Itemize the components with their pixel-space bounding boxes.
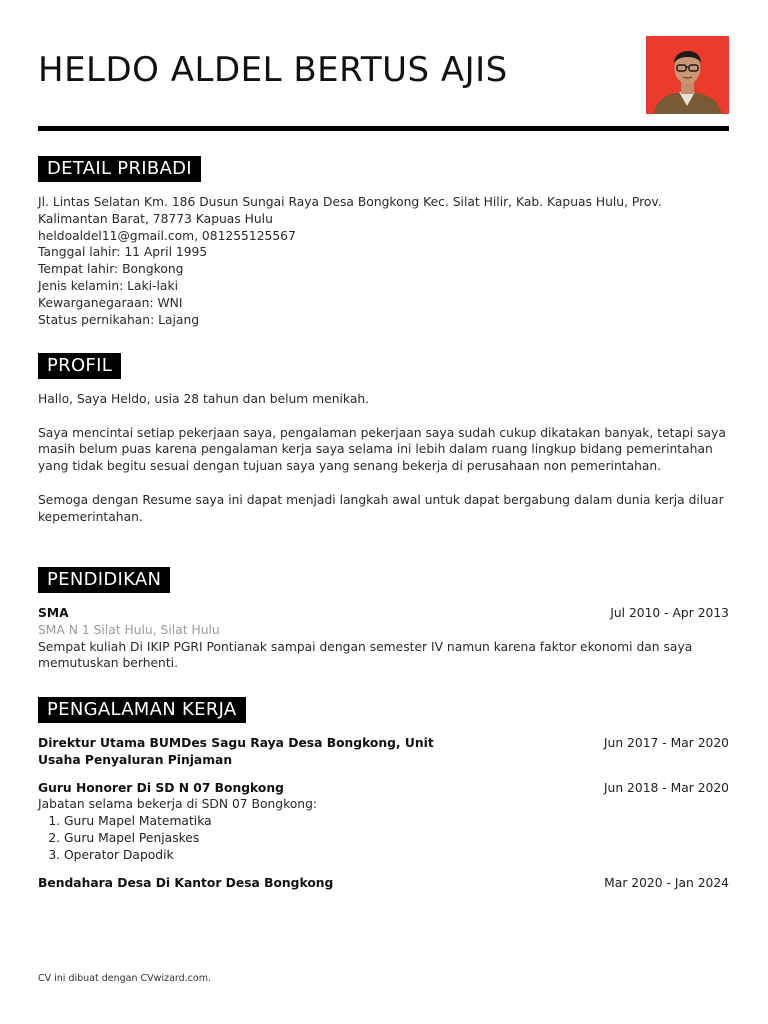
section-heading: PENDIDIKAN (38, 567, 170, 593)
job-entry (38, 735, 729, 769)
education-school: SMA N 1 Silat Hulu, Silat Hulu (38, 622, 220, 637)
job-description: Jabatan selama bekerja di SDN 07 Bongkong: (38, 797, 318, 812)
education-date: Jul 2010 - Apr 2013 (610, 606, 729, 620)
header-divider (38, 126, 729, 131)
list-item: 2. Guru Mapel Penjaskes (64, 830, 729, 847)
profile-paragraph: Semoga dengan Resume saya ini dapat menjadi langkah awal untuk dapat bergabung dalam dunia kerja diluar kepemerintahan. (38, 492, 724, 524)
birth-date: Tanggal lahir: 11 April 1995 (38, 245, 208, 260)
address-line-1: Jl. Lintas Selatan Km. 186 Dusun Sungai Raya Desa Bongkong Kec. Silat Hilir, Kab. Kapuas Hulu, Prov. (38, 195, 662, 209)
section-heading: PROFIL (38, 353, 121, 379)
job-title: Bendahara Desa Di Kantor Desa Bongkong (38, 875, 334, 890)
list-item: 3. Operator Dapodik (64, 847, 729, 864)
marital-status: Status pernikahan: Lajang (38, 312, 200, 327)
job-duties-list (38, 813, 729, 863)
profile-paragraph: Hallo, Saya Heldo, usia 28 tahun dan belum menikah. (38, 392, 370, 406)
job-date: Mar 2020 - Jan 2024 (604, 875, 729, 890)
nationality: Kewarganegaraan: WNI (38, 295, 183, 310)
section-detail-pribadi (38, 156, 729, 328)
personal-details (38, 194, 729, 328)
profile-text (38, 391, 729, 525)
job-entry (38, 875, 729, 892)
birth-place: Tempat lahir: Bongkong (38, 262, 184, 277)
address-line-2: Kalimantan Barat, 78773 Kapuas Hulu (38, 211, 273, 226)
job-date: Jun 2018 - Mar 2020 (603, 780, 729, 795)
job-date: Jun 2017 - Mar 2020 (603, 736, 729, 750)
section-profil (38, 353, 729, 542)
candidate-name: HELDO ALDEL BERTUS AJIS (38, 50, 508, 90)
section-pendidikan (38, 567, 729, 672)
list-item: 1. Guru Mapel Matematika (64, 813, 729, 830)
section-heading: PENGALAMAN KERJA (38, 697, 246, 723)
job-entry (38, 780, 729, 864)
job-title: Guru Honorer Di SD N 07 Bongkong (38, 780, 284, 795)
education-title: SMA (38, 606, 69, 620)
person-portrait-icon (646, 36, 729, 114)
footer-credit: CV ini dibuat dengan CVwizard.com. (38, 973, 211, 984)
contact-line: heldoaldel11@gmail.com, 081255125567 (38, 228, 296, 243)
education-entry (38, 605, 729, 672)
education-description: Sempat kuliah Di IKIP PGRI Pontianak sampai dengan semester IV namun karena faktor ekonomi dan saya memutuskan berhenti. (38, 639, 693, 671)
job-title: Direktur Utama BUMDes Sagu Raya Desa Bongkong, Unit Usaha Penyaluran Pinjaman (38, 736, 434, 767)
profile-photo (646, 36, 729, 114)
section-pengalaman-kerja (38, 697, 729, 902)
profile-paragraph: Saya mencintai setiap pekerjaan saya, pengalaman pekerjaan saya sudah cukup dikatakan banyak, tetapi saya masih belum puas karena pengalaman kerja saya selama ini lebih dalam ruang lingkup bidang pemerintahan yang tidak begitu sesuai dengan tujuan saya yang senang bekerja di perusahaan non pemerintahan. (38, 425, 726, 474)
gender: Jenis kelamin: Laki-laki (38, 278, 179, 293)
section-heading: DETAIL PRIBADI (38, 156, 201, 182)
